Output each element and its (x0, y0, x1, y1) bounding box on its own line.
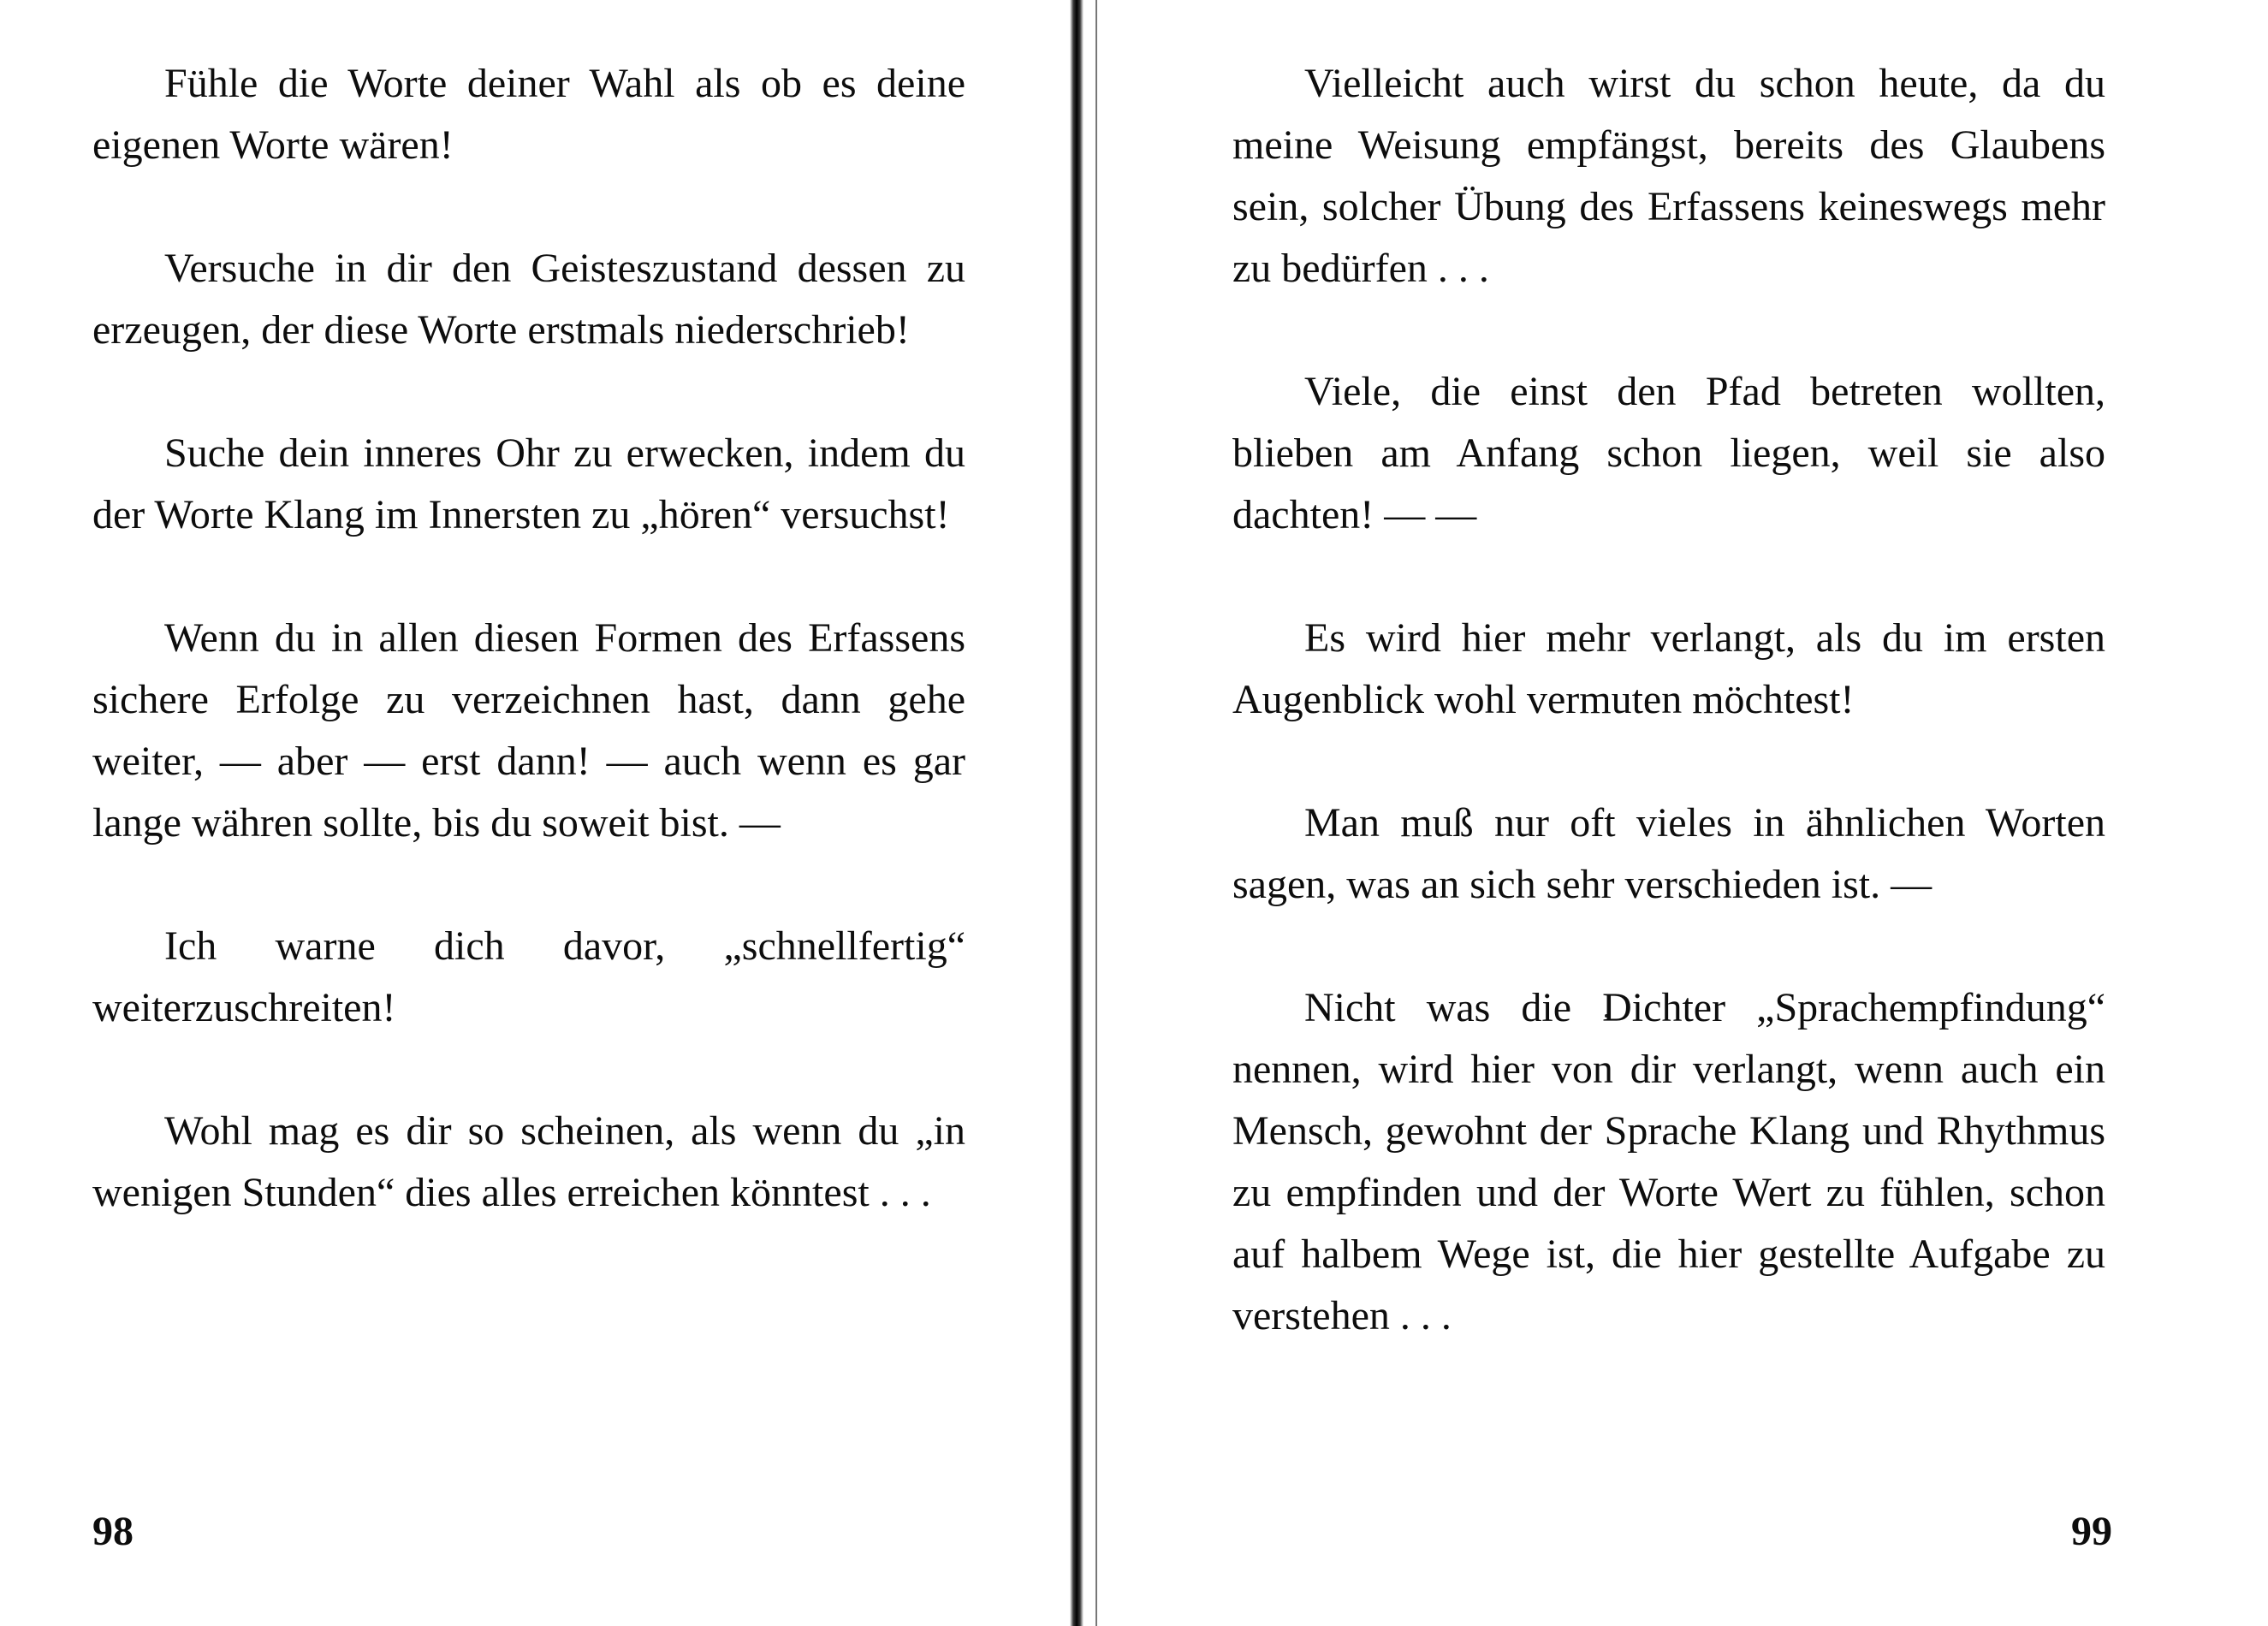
page-number-right: 99 (2071, 1509, 2112, 1554)
left-paragraph-4: Wenn du in allen diesen Formen des Erfassens sichere Erfolge zu verzeichnen hast, dann gehe weiter, — aber — erst dann! — auch wenn es gar lange währen sollte, bis du soweit bist. — (92, 615, 965, 846)
left-paragraph-5: Ich warne dich davor, „schnellfertig“ weiterzuschreiten! (92, 923, 965, 1030)
left-page (0, 0, 1078, 1626)
left-paragraph-3: Suche dein inneres Ohr zu erwecken, indem du der Worte Klang im Innersten zu „hören“ versuchst! (92, 430, 965, 537)
left-paragraph-1: Fühle die Worte deiner Wahl als ob es deine eigenen Worte wären! (92, 61, 965, 168)
right-page-text (1232, 53, 2105, 1409)
right-page (1104, 0, 2268, 1626)
left-paragraph-6: Wohl mag es dir so scheinen, als wenn du „in wenigen Stunden“ dies alles erreichen könntest . . . (92, 1108, 965, 1215)
page-number-left: 98 (92, 1509, 134, 1554)
right-paragraph-5: Nicht was die Dichter „Sprachempfindung“ nennen, wird hier von dir verlangt, wenn auch ein Mensch, gewohnt der Sprache Klang und Rhythmus zu empfinden und der Worte Wert zu fühlen, schon auf halbem Wege ist, die hier gestellte Aufgabe zu verstehen . . . (1232, 985, 2105, 1338)
gutter-shadow-line (1095, 0, 1097, 1626)
right-paragraph-2: Viele, die einst den Pfad betreten wollten, blieben am Anfang schon liegen, weil sie also dachten! — — (1232, 369, 2105, 537)
right-paragraph-3: Es wird hier mehr verlangt, als du im ersten Augenblick wohl vermuten möchtest! (1232, 615, 2105, 722)
left-paragraph-2: Versuche in dir den Geisteszustand dessen zu erzeugen, der diese Worte erstmals niederschrieb! (92, 246, 965, 353)
right-paragraph-1: Vielleicht auch wirst du schon heute, da du meine Weisung empfängst, bereits des Glaubens sein, solcher Übung des Erfassens keineswegs mehr zu bedürfen . . . (1232, 61, 2105, 291)
left-page-text (92, 53, 965, 1285)
right-paragraph-4: Man muß nur oft vieles in ähnlichen Worten sagen, was an sich sehr verschieden ist. — (1232, 800, 2105, 907)
